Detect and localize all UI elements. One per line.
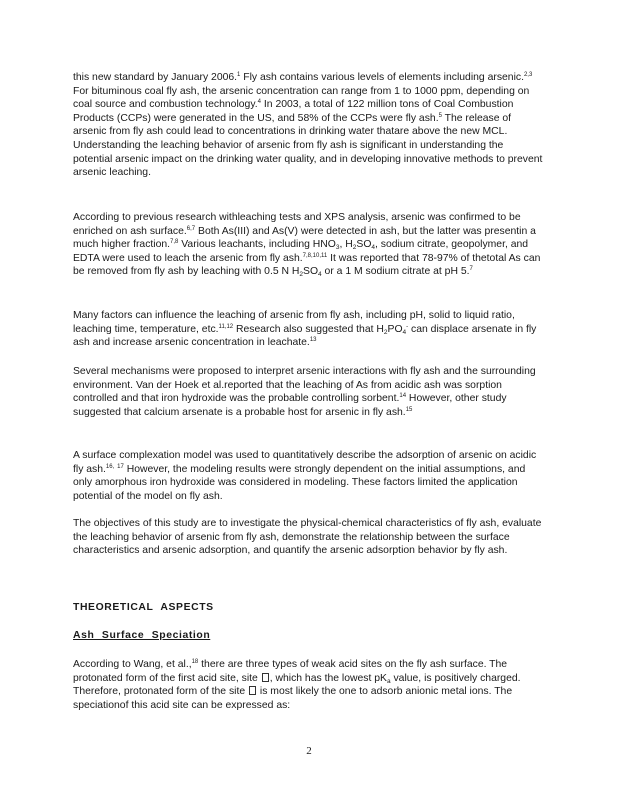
text-run: A surface complexation model was used to quantitatively describe the adsorption of arsenic on acidic fly ash. [73,450,537,475]
text-run: In 2003, a total of 122 million tons of Coal Combustion Products (CCPs) were generated in the US, and 58% of the CCPs were fly ash. [73,99,514,124]
subscript: 2 [299,271,304,279]
citation-superscript: 1 [237,72,241,78]
text-run: value, is positively charged. Therefore, protonated form of the site [73,672,521,698]
paragraph-objectives [73,517,545,558]
site-symbol-glyph [249,686,256,695]
text-run: It was reported that 78-97% of thetotal As can be removed from fly ash by leaching with 0.5 N H [73,252,541,278]
citation-superscript: 18 [191,659,199,665]
subsection-heading-ash-surface-speciation: Ash Surface Speciation [73,630,211,641]
text-run: Fly ash contains various levels of elements including arsenic. [240,72,524,83]
text-run: , which has the lowest pK [269,672,387,684]
text-run: Research also suggested that H [233,323,384,335]
text-run: is most likely the one to adsorb anionic metal ions. The speciationof this acid site can be expressed as: [73,686,513,711]
paragraph-arsenic-enrichment [73,211,545,279]
subscript: 4 [371,244,376,252]
text-run: Both As(III) and As(V) were detected in ash, but the latter was presentin a much higher fraction. [73,225,536,251]
text-run: SO [356,239,372,251]
citation-superscript: - [406,323,409,330]
text-run: this new standard by January 2006. [73,72,238,83]
text-run: Various leachants, including HNO [178,239,336,251]
text-run: Many factors can influence the leaching of arsenic from fly ash, including pH, solid to liquid ratio, leaching time, temperature, etc. [73,310,515,335]
citation-superscript: 15 [405,406,413,413]
paragraph-influencing-factors [73,309,545,350]
subscript: 3 [335,244,340,252]
subscript: 4 [318,271,322,279]
paragraph-acid-sites [73,658,545,712]
citation-superscript: 7,8 [170,239,179,246]
citation-superscript: 7 [469,266,473,273]
citation-superscript: 16, [105,463,115,470]
citation-superscript: 5 [438,112,442,119]
text-run: or a 1 M sodium citrate at pH 5. [321,266,470,278]
text-run: PO [387,323,403,335]
citation-superscript: 2,3 [523,72,533,78]
citation-superscript: 7,8,10,11 [302,252,328,259]
text-run: However, the modeling results were strongly dependent on the initial assumptions, and only amorphous iron hydroxide was considered in modeling. These factors limited the application potential of the model on fly ash. [73,463,526,502]
subscript: 4 [402,328,407,336]
text-run: can displace arsenate in fly ash and increase arsenic concentration in leachate. [73,323,537,349]
citation-superscript: 11,12 [218,323,234,330]
citation-superscript: 17 [117,463,124,470]
paragraph-fly-ash-arsenic-levels [73,71,545,180]
text-run: Several mechanisms were proposed to interpret arsenic interactions with fly ash and the surrounding environment. Van der Hoek et al.reported that the leaching of As from acidic ash was sorption controlled and that iron hydroxide was the probable controlling sorbent. [73,366,536,405]
paragraph-surface-complexation [73,449,545,503]
section-heading-theoretical-aspects: THEORETICAL ASPECTS [73,602,214,613]
paragraph-mechanisms [73,365,545,419]
page-number: 2 [306,745,312,757]
text-run: there are three types of weak acid sites on the fly ash surface. The protonated form of the first acid site, site [73,659,508,684]
text-run: , H [339,239,353,251]
text-run: However, other study suggested that calcium arsenate is a probable host for arsenic in fly ash. [73,393,507,418]
subscript: a [386,677,391,685]
text-run: SO [303,266,319,278]
text-run: According to previous research withleaching tests and XPS analysis, arsenic was confirmed to be enriched on ash surface. [73,212,521,237]
text-run: According to Wang, et al., [73,659,192,670]
citation-superscript: 6,7 [186,225,196,232]
subscript: 2 [352,244,357,252]
text-run: The objectives of this study are to investigate the physical-chemical characteristics of fly ash, evaluate the leaching behavior of arsenic from fly ash, demonstrate the relationship between the surface characteristics and arsenic adsorption, and quantify the arsenic adsorption behavior by fly ash. [73,518,542,557]
citation-superscript: 14 [399,393,407,400]
subscript: 2 [383,328,388,336]
text-run: The release of arsenic from fly ash could lead to concentrations in drinking water thatare above the new MCL. Understanding the leaching behavior of arsenic from fly ash is significant in understanding the potential arsenic impact on the drinking water quality, and in developing innovative methods to prevent arsenic leaching. [73,112,543,179]
site-symbol-glyph [262,673,269,682]
text-run: , sodium citrate, geopolymer, and EDTA were used to leach the arsenic from fly ash. [73,239,529,264]
citation-superscript: 13 [309,337,317,344]
text-run: For bituminous coal fly ash, the arsenic concentration can range from 1 to 1000 ppm, depending on coal source and combustion technology. [73,85,530,111]
citation-superscript: 4 [257,99,261,106]
